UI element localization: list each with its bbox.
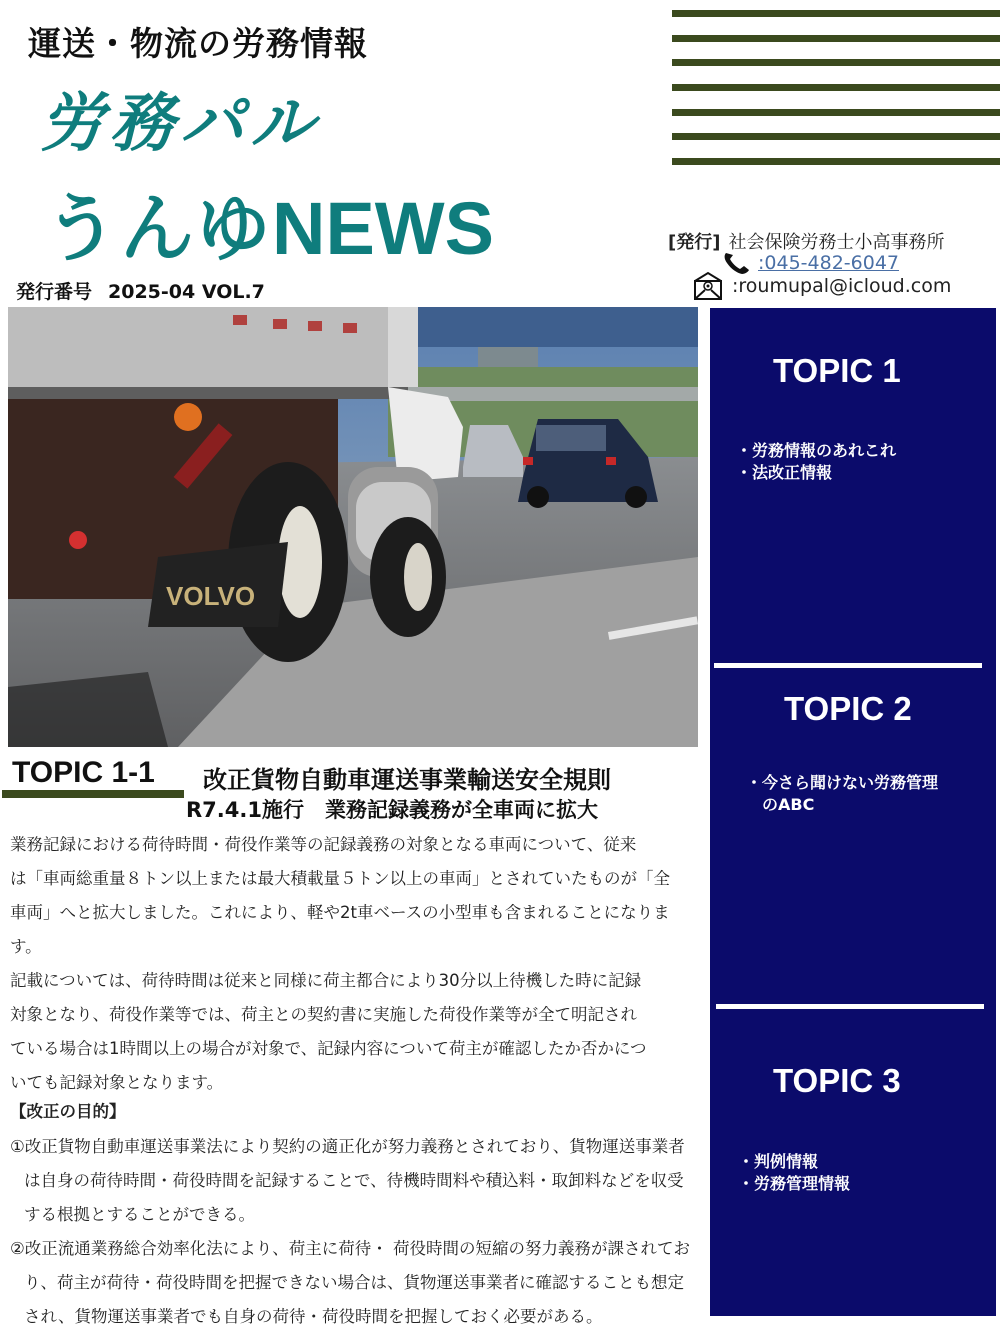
purpose-item: ①改正貨物自動車運送事業法により契約の適正化が努力義務とされており、貨物運送事業者は自身の荷待時間・荷役時間を記録することで、待機時間料や積込料・取卸料などを収受する根拠とすることができる。 bbox=[10, 1137, 685, 1224]
body-line: 対象となり、荷役作業等では、荷主との契約書に実施した荷役作業等が全て明記され bbox=[10, 1005, 637, 1024]
truck-photo bbox=[8, 307, 698, 747]
article-subtitle: R7.4.1施行 業務記録義務が全車両に拡大 bbox=[186, 798, 598, 822]
purpose-item: ②改正流通業務総合効率化法により、荷主に荷待・ 荷役時間の短縮の努力義務が課されており、荷主が荷待・荷役時間を把握できない場合は、貨物運送事業者に確認することも想定され、貨物運送事業者でも自身の荷待・荷役時間を把握しておく必要がある。 bbox=[10, 1239, 691, 1326]
article-title: 改正貨物自動車運送事業輸送安全規則 bbox=[203, 766, 611, 794]
sidebar-topic3-list bbox=[738, 1151, 850, 1195]
body-line: 記載については、荷待時間は従来と同様に荷主都合により30分以上待機した時に記録 bbox=[10, 971, 642, 990]
sidebar-divider bbox=[714, 663, 982, 668]
sidebar-topic1-list bbox=[736, 440, 896, 484]
mail-icon bbox=[692, 270, 724, 302]
body-line: 業務記録における荷待時間・荷役作業等の記録義務の対象となる車両について、従来 bbox=[10, 835, 637, 854]
phone-link[interactable]: :045-482-6047 bbox=[758, 252, 899, 274]
sidebar-topic1-item[interactable]: ・法改正情報 bbox=[736, 463, 833, 482]
issue-value: 2025-04 VOL.7 bbox=[108, 281, 265, 303]
sidebar-topic3-item[interactable]: ・判例情報 bbox=[738, 1152, 819, 1171]
photo-brand-text: VOLVO bbox=[166, 581, 256, 611]
article-body bbox=[10, 828, 700, 1100]
logo-kana: うんゆ bbox=[44, 186, 272, 272]
publisher-label: [発行] bbox=[668, 232, 721, 253]
logo-line1: 労務パル bbox=[40, 86, 320, 161]
issue-number bbox=[16, 277, 281, 304]
purpose-list bbox=[10, 1130, 700, 1334]
sidebar-topic3-item[interactable]: ・労務管理情報 bbox=[738, 1174, 851, 1193]
logo-line2 bbox=[44, 170, 494, 276]
body-line: は「車両総重量８トン以上または最大積載量５トン以上の車両」とされていたものが「全 bbox=[10, 869, 670, 888]
body-line: 車両」へと拡大しました。これにより、軽や2t車ベースの小型車も含まれることになります。 bbox=[10, 903, 670, 956]
sidebar-topic1-title[interactable]: TOPIC 1 bbox=[773, 352, 901, 389]
sidebar-topic3-title[interactable]: TOPIC 3 bbox=[773, 1062, 901, 1099]
issue-label: 発行番号 bbox=[16, 281, 93, 303]
mail-row bbox=[692, 270, 951, 302]
logo-news: NEWS bbox=[272, 187, 494, 270]
body-line: ている場合は1時間以上の場合が対象で、記録内容について荷主が確認したか否かにつ bbox=[10, 1039, 647, 1058]
sidebar-topic2-item[interactable]: のABC bbox=[746, 795, 815, 814]
sidebar-topic1-item[interactable]: ・労務情報のあれこれ bbox=[736, 441, 897, 460]
body-line: いても記録対象となります。 bbox=[10, 1073, 224, 1092]
email-link[interactable]: :roumupal@icloud.com bbox=[732, 275, 952, 297]
decorative-stripes bbox=[672, 10, 1000, 183]
publisher-name: 社会保険労務士小高事務所 bbox=[728, 232, 945, 253]
sidebar-divider bbox=[716, 1004, 984, 1009]
sidebar-topic2-title[interactable]: TOPIC 2 bbox=[784, 690, 912, 727]
sidebar-topic2-item[interactable]: ・今さら聞けない労務管理 bbox=[746, 773, 939, 792]
article-topic-label: TOPIC 1-1 bbox=[12, 756, 155, 789]
purpose-heading: 【改正の目的】 bbox=[10, 1102, 126, 1121]
heading-underline bbox=[2, 790, 184, 798]
topic-sidebar bbox=[710, 308, 996, 1316]
tagline: 運送・物流の労務情報 bbox=[28, 24, 368, 63]
sidebar-topic2-list bbox=[746, 772, 938, 816]
